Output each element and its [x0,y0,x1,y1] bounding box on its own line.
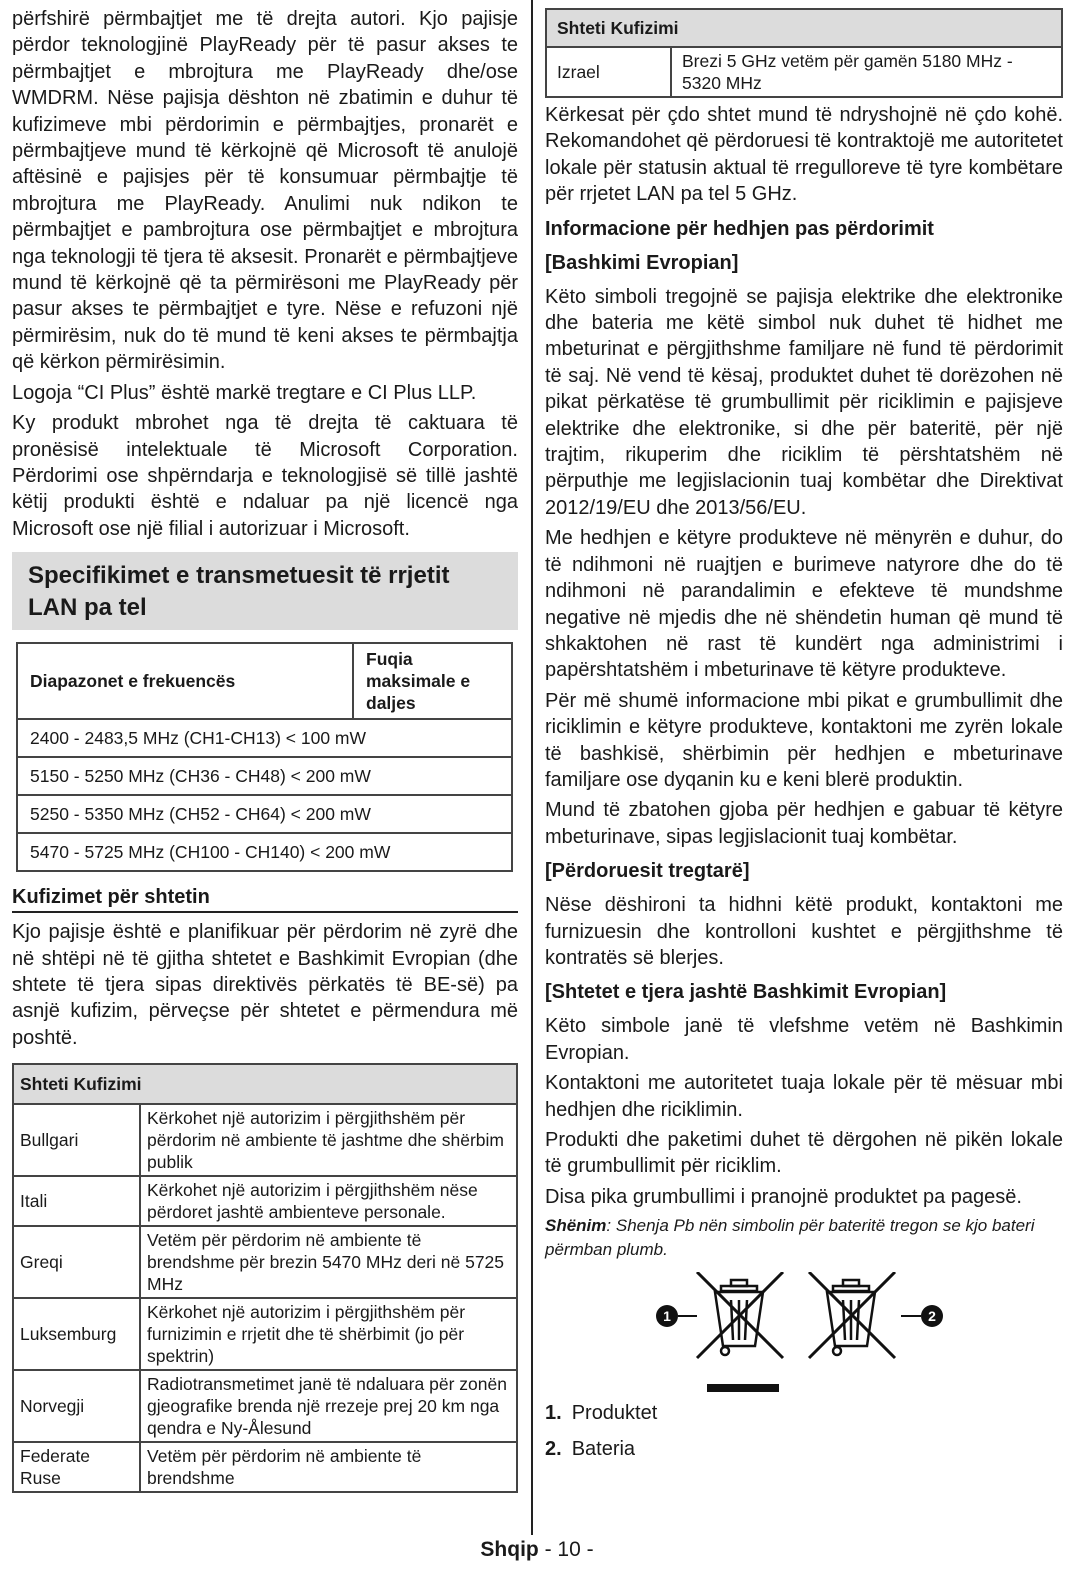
table-row [546,47,1062,97]
table-row [13,1298,517,1370]
table-row [17,757,512,795]
table-row [13,1370,517,1442]
frequency-row: 5150 - 5250 MHz (CH36 - CH48) < 200 mW [17,757,512,795]
israel-header: Shteti Kufizimi [546,9,1062,47]
country-restriction: Vetëm për përdorim në ambiente të brendshme [140,1442,517,1492]
table-row [17,719,512,757]
legend-label: Bateria [571,1438,636,1461]
power-header: Fuqia maksimale e daljes [353,643,512,719]
country-header: Shteti Kufizimi [13,1064,517,1104]
country-name: Bullgari [13,1104,140,1176]
crossed-bin-icon [697,1272,783,1358]
frequency-row: 5250 - 5350 MHz (CH52 - CH64) < 200 mW [17,795,512,833]
eu-paragraph-3: Për më shumë informacione mbi pikat e grumbullimit dhe riciklimin e këtyre produkteve, kontaktoni me zyrën lokale të bashkisë, shërbimin për hedhjen e mbeturinave familjare ose dyqanin ku e keni blerë produktin. [545,689,1063,791]
business-paragraph: Nëse dëshironi ta hidhni këtë produkt, kontaktoni me furnizuesin dhe kontrolloni kushtet e përgjithshme të kontratës së blerjes. [545,894,1063,969]
weee-symbols [545,1272,1063,1392]
legend-number: 1. [545,1402,562,1425]
eu-paragraph-4: Mund të zbatohen gjoba për hedhjen e gabuar të këtyre mbeturinave, sipas legjislacionit tuaj kombëtar. [545,799,1063,848]
country-restriction: Brezi 5 GHz vetëm për gamën 5180 MHz - 5320 MHz [671,47,1062,97]
restrictions-paragraph: Kjo pajisje është e planifikuar për përdorim në zyrë dhe në shtëpi në të gjitha shtetet e Bashkimit Evropian (dhe shtete të tjera sipas direktivës përkatës të BE-së) pa asnjë kufizim, përveçse për shtetet e përmendura më poshtë. [12,921,518,1049]
country-table-header [13,1064,517,1104]
eu-heading: [Bashkimi Evropian] [545,251,739,274]
right-column [545,0,1063,1472]
lan-section-heading: Specifikimet e transmetuesit të rrjetit LAN pa tel [12,552,518,630]
table-row [13,1104,517,1176]
non-eu-paragraph-2: Kontaktoni me autoritetet tuaja lokale për të mësuar mbi hedhjen dhe riciklimin. [545,1072,1063,1121]
note-text: : Shenja Pb nën simbolin për bateritë tregon se kjo bateri përmban plumb. [545,1216,1035,1260]
crossed-bin-icon [809,1272,895,1358]
legend-label: Produktet [571,1402,658,1425]
requirements-paragraph: Kërkesat për çdo shtet mund të ndryshojnë në çdo kohë. Rekomandohet që përdoruesi të kontraktojë me autoritetet lokale për statusin aktual të rregulloreve të tyre kombëtare për rrjetet LAN pa tel 5 GHz. [545,104,1063,206]
marker-2 [901,1305,943,1327]
business-heading: [Përdoruesit tregtarë] [545,860,750,883]
country-name: Norvegji [13,1370,140,1442]
country-restriction: Kërkohet një autorizim i përgjithshëm nëse përdoret jashtë ambienteve personale. [140,1176,517,1226]
table-row [13,1442,517,1492]
left-column [12,0,518,1493]
non-eu-heading: [Shtetet e tjera jashtë Bashkimit Evropian] [545,981,947,1004]
note-label: Shënim [545,1216,607,1236]
intro-paragraph-1: përfshirë përmbajtjet me të drejta autori. Kjo pajisje përdor teknologjinë PlayReady për të pasur akses te përmbajtjet e mbrojtura me PlayReady dhe/ose WMDRM. Nëse pajisja dështon në zbatimin e duhur të kufizimeve mbi përdorimin e përmbajtjes, pronarët e përmbajtjeve mund të kërkojnë që Microsoft të anulojë aftësinë e pajisjes për të konsumuar përmbajtje të mbrojtura me PlayReady. Anulimi nuk ndikon te përmbajtjet e pambrojtura ose përmbajtjet e mbrojtura nga teknologji të tjera të aksesit. Pronarët e përmbajtjeve mund të kërkojnë që ta përmirësoni me PlayReady për pasur akses te përmbajtjet e tyre. Nëse e refuzoni një përmirësim, nuk do të mund të keni akses te përmbajtja që kërkon përmirësimin. [12,8,518,374]
table-row [17,833,512,871]
frequency-row: 5470 - 5725 MHz (CH100 - CH140) < 200 mW [17,833,512,871]
country-restriction-table [12,1063,518,1493]
country-restriction: Kërkohet një autorizim i përgjithshëm për përdorim në ambiente të jashtme dhe shërbim publik [140,1104,517,1176]
eu-paragraph-2: Me hedhjen e këtyre produkteve në mënyrën e duhur, do të ndihmoni në ruajtjen e burimeve natyrore dhe do të ndihmoni në parandalimin e efekteve të mundshme negative në mjedis dhe në shëndetin human që mund të shkaktohen në rast të kundërt nga administrimi i papërshtatshëm i mbeturinave të këtyre produkteve. [545,527,1063,682]
israel-table-header [546,9,1062,47]
country-name: Luksemburg [13,1298,140,1370]
country-name: Izrael [546,47,671,97]
country-restriction: Vetëm për përdorim në ambiente të brendshme për brezin 5470 MHz deri në 5725 MHz [140,1226,517,1298]
country-restriction: Radiotransmetimet janë të ndaluara për zonën gjeografike brenda një rrezeje prej 20 km nga qendra e Ny-Ålesund [140,1370,517,1442]
non-eu-paragraph-1: Këto simbole janë të vlefshme vetëm në Bashkimin Evropian. [545,1015,1063,1064]
frequency-row: 2400 - 2483,5 MHz (CH1-CH13) < 100 mW [17,719,512,757]
footer-language: Shqip [480,1538,539,1561]
footer-page-number: - 10 - [538,1538,594,1561]
restrictions-heading: Kufizimet për shtetin [12,884,518,913]
country-name: Itali [13,1176,140,1226]
eu-paragraph-1: Këto simboli tregojnë se pajisja elektrike dhe elektronike dhe bateria me këtë simbol nuk duhet të hidhet me mbeturinat e përgjithshme familjare në fund të përdorimit të saj. Në vend të kësaj, produktet duhet të dorëzohen në pikat përkatëse të grumbullimit për riciklimin e pajisjeve elektrike dhe elektronike, si dhe për bateritë, për një trajtim, rikuperim dhe riciklim të përshtatshëm në përputhje me legjislacionin tuaj kombëtar dhe Direktivat 2012/19/EU dhe 2013/56/EU. [545,285,1063,519]
page-footer [0,1536,1074,1564]
marker-1 [656,1305,697,1327]
intro-paragraph-2: Logoja “CI Plus” është markë tregtare e CI Plus LLP. [12,381,477,404]
legend-number: 2. [545,1438,562,1461]
column-divider [531,0,533,1535]
bin-underline-bar [707,1384,779,1392]
non-eu-paragraph-4: Disa pika grumbullimi i pranojnë produktet pa pagesë. [545,1185,1022,1208]
table-row [13,1176,517,1226]
battery-note [545,1214,1063,1262]
frequency-table [16,642,513,872]
table-row [17,795,512,833]
marker-2-label: 2 [928,1308,936,1325]
israel-restriction-table [545,8,1063,98]
legend-item [545,1400,1063,1426]
crossed-bin-symbols [545,1272,1063,1392]
disposal-heading: Informacione për hedhjen pas përdorimit [545,217,934,240]
marker-1-label: 1 [663,1308,671,1325]
country-name: Greqi [13,1226,140,1298]
non-eu-paragraph-3: Produkti dhe paketimi duhet të dërgohen në pikën lokale të grumbullimit për riciklim. [545,1129,1063,1178]
intro-paragraph-3: Ky produkt mbrohet nga të drejta të caktuara të pronësisë intelektuale të Microsoft Corporation. Përdorimi ose shpërndarja e teknologjisë së tillë jashtë këtij produkti është e ndaluar pa një licencë nga Microsoft ose një filial i autorizuar i Microsoft. [12,412,518,540]
country-name: Federate Ruse [13,1442,140,1492]
table-row [13,1226,517,1298]
country-restriction: Kërkohet një autorizim i përgjithshëm për furnizimin e rrjetit dhe të shërbimit (jo për spektrin) [140,1298,517,1370]
frequency-table-header [17,643,512,719]
legend-item [545,1436,1063,1462]
frequency-header: Diapazonet e frekuencës [17,643,353,719]
